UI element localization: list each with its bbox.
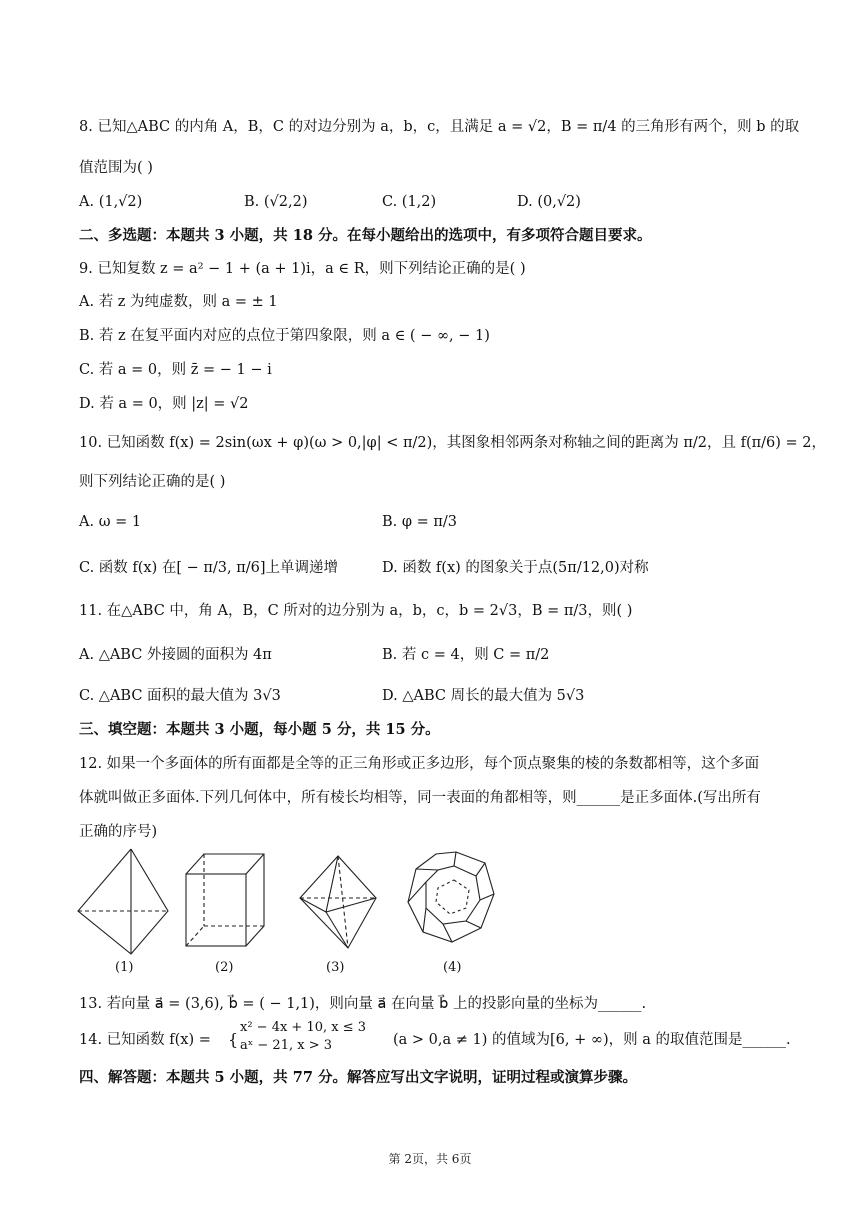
- figure-caption-3: (3): [326, 960, 345, 975]
- q8-option-a: A. (1,√2): [79, 194, 143, 210]
- q12-line1: 12. 如果一个多面体的所有面都是全等的正三角形或正多边形，每个顶点聚集的棱的条数都相等，这个多面: [79, 756, 760, 772]
- q8-line2: 值范围为( ): [79, 160, 153, 176]
- q9-option-b: B. 若 z 在复平面内对应的点位于第四象限，则 a ∈ ( − ∞, − 1): [79, 328, 490, 344]
- q10-option-d: D. 函数 f(x) 的图象关于点(5π/12,0)对称: [382, 560, 649, 576]
- q11-option-d: D. △ABC 周长的最大值为 5√3: [382, 688, 585, 704]
- q8-option-b: B. (√2,2): [244, 194, 308, 210]
- section-2-heading: 二、多选题：本题共 3 小题，共 18 分。在每小题给出的选项中，有多项符合题目要求。: [79, 227, 652, 244]
- q9-option-c: C. 若 a = 0，则 z̄ = − 1 − i: [79, 362, 272, 378]
- q10-line2: 则下列结论正确的是( ): [79, 474, 226, 490]
- dodecahedron-figure: [408, 852, 494, 942]
- q10-line1: 10. 已知函数 f(x) = 2sin(ωx + φ)(ω > 0,|φ| < π/2)，其图象相邻两条对称轴之间的距离为 π/2，且 f(π/6) = 2，: [79, 435, 827, 451]
- q8-option-c: C. (1,2): [382, 194, 437, 210]
- page-footer: 第 2页，共 6页: [388, 1152, 472, 1166]
- figure-caption-1: (1): [115, 960, 134, 975]
- q11-option-c: C. △ABC 面积的最大值为 3√3: [79, 688, 281, 704]
- cube-figure: [186, 854, 264, 946]
- q10-option-a: A. ω = 1: [79, 514, 142, 530]
- q11-stem: 11. 在△ABC 中，角 A，B，C 所对的边分别为 a，b，c，b = 2√3，B = π/3，则( ): [79, 603, 633, 619]
- q11-option-b: B. 若 c = 4，则 C = π/2: [382, 647, 550, 663]
- tetrahedron-figure: [78, 849, 168, 954]
- q12-line2: 体就叫做正多面体.下列几何体中，所有棱长均相等，同一表面的角都相等，则______是正多面体.(写出所有: [79, 790, 761, 806]
- q14-brace: {: [228, 1030, 239, 1049]
- section-4-heading: 四、解答题：本题共 5 小题，共 77 分。解答应写出文字说明，证明过程或演算步骤。: [79, 1069, 637, 1086]
- q14-case-1: x² − 4x + 10, x ≤ 3: [240, 1020, 367, 1035]
- q8-line1: 8. 已知△ABC 的内角 A，B，C 的对边分别为 a，b，c，且满足 a = √2，B = π/4 的三角形有两个，则 b 的取: [79, 119, 800, 135]
- q9-option-d: D. 若 a = 0，则 |z| = √2: [79, 396, 249, 412]
- q8-option-d: D. (0,√2): [517, 194, 581, 210]
- section-3-heading: 三、填空题：本题共 3 小题，每小题 5 分，共 15 分。: [79, 721, 440, 738]
- polyhedra-figures: [76, 846, 496, 981]
- q14-suffix: (a > 0,a ≠ 1) 的值域为[6, + ∞)，则 a 的取值范围是______.: [393, 1032, 791, 1048]
- q12-line3: 正确的序号): [79, 824, 158, 840]
- q13-stem: 13. 若向量 a⃗ = (3,6), b⃗ = ( − 1,1)，则向量 a⃗ 在向量 b⃗ 上的投影向量的坐标为______.: [79, 996, 647, 1012]
- q14-prefix: 14. 已知函数 f(x) =: [79, 1032, 211, 1048]
- q10-option-b: B. φ = π/3: [382, 514, 458, 530]
- q9-stem: 9. 已知复数 z = a² − 1 + (a + 1)i，a ∈ R，则下列结论正确的是( ): [79, 261, 526, 277]
- q10-option-c: C. 函数 f(x) 在[ − π/3, π/6]上单调递增: [79, 560, 339, 576]
- octahedron-figure: [300, 856, 376, 948]
- q11-option-a: A. △ABC 外接圆的面积为 4π: [79, 647, 272, 663]
- polyhedra-svg: [76, 846, 496, 956]
- figure-caption-4: (4): [443, 960, 462, 975]
- figure-caption-2: (2): [215, 960, 234, 975]
- q9-option-a: A. 若 z 为纯虚数，则 a = ± 1: [79, 294, 278, 310]
- q14-case-2: aˣ − 21, x > 3: [240, 1038, 332, 1053]
